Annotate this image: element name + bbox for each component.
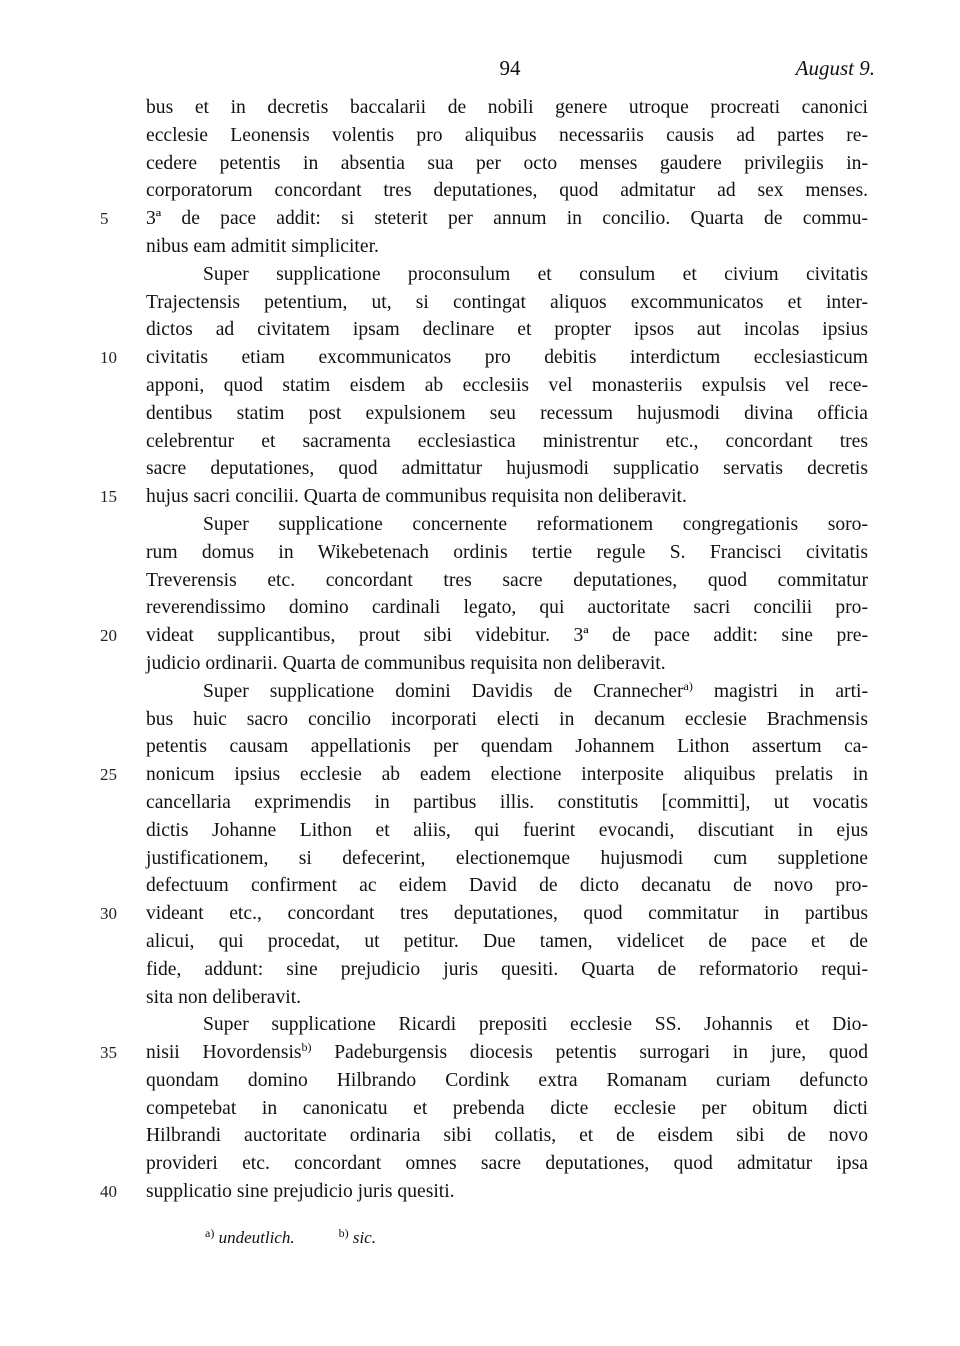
line-text: apponi, quod statim eisdem ab ecclesiis vel monasteriis expulsis vel rece- [146, 374, 868, 396]
text-line [146, 845, 868, 873]
line-number: 5 [100, 209, 109, 229]
text-line [146, 650, 868, 678]
text-line [146, 1011, 868, 1039]
text-line [146, 984, 868, 1012]
line-text: supplicatio sine prejudicio juris quesiti. [146, 1181, 455, 1203]
text-line [100, 1178, 868, 1206]
line-text: sita non deliberavit. [146, 986, 302, 1008]
line-number: 35 [100, 1043, 117, 1063]
text-line [146, 372, 868, 400]
line-text: Super supplicatione concernente reformationem congregationis soro- [203, 513, 868, 535]
line-text: ecclesie Leonensis volentis pro aliquibus necessariis causis ad partes re- [146, 124, 868, 146]
footnote-text: undeutlich. [218, 1228, 295, 1247]
text-line [146, 594, 868, 622]
line-text: competebat in canonicatu et prebenda dicte ecclesie per obitum dicti [146, 1097, 868, 1119]
footnote-text: sic. [352, 1228, 376, 1247]
line-text: 3ª de pace addit: si steterit per annum in concilio. Quarta de commu- [146, 208, 868, 230]
text-line [100, 1039, 869, 1067]
text-line [146, 733, 868, 761]
line-text: sacre deputationes, quod admittatur hujusmodi supplicatio servatis decretis [146, 458, 868, 480]
line-text: videat supplicantibus, prout sibi videbitur. 3ª de pace addit: sine pre- [146, 625, 868, 647]
line-text: celebrentur et sacramenta ecclesiastica ministrentur etc., concordant tres [146, 430, 868, 452]
text-line [146, 261, 868, 289]
footnote-reference: b) [301, 1040, 312, 1055]
text-line [146, 928, 868, 956]
footnote-mark: a) [205, 1226, 215, 1240]
text-line [146, 122, 868, 150]
line-text: Trajectensis petentium, ut, si contingat aliquos excommunicatos et inter- [146, 291, 868, 313]
line-text: bus et in decretis baccalarii de nobili genere utroque procreati canonici [146, 97, 868, 118]
line-text: nibus eam admitit simpliciter. [146, 235, 379, 257]
text-line [146, 872, 868, 900]
text-line [146, 511, 868, 539]
line-number: 40 [100, 1182, 117, 1202]
text-line [100, 900, 868, 928]
line-text: reverendissimo domino cardinali legato, qui auctoritate sacri concilii pro- [146, 597, 868, 619]
text-line [100, 344, 868, 372]
line-text-continuation: magistri in arti- [692, 680, 868, 702]
footnote-reference: a) [683, 678, 693, 693]
text-line [100, 205, 868, 233]
line-text: Super supplicatione domini Davidis de Crannecher [203, 680, 684, 702]
text-line [146, 233, 868, 261]
page-number: 94 [499, 56, 521, 80]
line-text: petentis causam appellationis per quendam Johannem Lithon assertum ca- [146, 736, 868, 758]
line-text: judicio ordinarii. Quarta de communibus requisita non deliberavit. [146, 652, 666, 674]
line-text: Super supplicatione Ricardi prepositi ecclesie SS. Johannis et Dio- [203, 1014, 868, 1036]
line-text: bus huic sacro concilio incorporati electi in decanum ecclesie Brachmensis [146, 708, 868, 730]
text-line [146, 567, 868, 595]
line-text: rum domus in Wikebetenach ordinis tertie regule S. Francisci civitatis [146, 541, 868, 563]
text-line [146, 817, 868, 845]
line-text: dictis Johanne Lithon et aliis, qui fuerint evocandi, discutiant in ejus [146, 819, 868, 841]
text-line [146, 289, 868, 317]
line-text-continuation: Padeburgensis diocesis petentis surrogari in jure, quod [311, 1042, 869, 1064]
text-line [146, 1122, 868, 1150]
text-line [146, 789, 868, 817]
line-text: fide, addunt: sine prejudicio juris quesiti. Quarta de reformatorio requi- [146, 958, 868, 980]
text-line [146, 678, 868, 706]
line-text: cancellaria exprimendis in partibus illis. constitutis [committi], ut vocatis [146, 791, 868, 813]
text-line [146, 1150, 868, 1178]
text-line [146, 706, 868, 734]
footnote-mark: b) [338, 1226, 349, 1240]
footnote [205, 1226, 295, 1248]
line-number: 25 [100, 765, 117, 785]
line-text: alicui, qui procedat, ut petitur. Due tamen, videlicet de pace et de [146, 930, 868, 952]
line-text: justificationem, si defecerint, electionemque hujusmodi cum suppletione [146, 847, 868, 869]
text-line [100, 622, 868, 650]
line-text: civitatis etiam excommunicatos pro debitis interdictum ecclesiasticum [146, 347, 868, 369]
line-text: hujus sacri concilii. Quarta de communibus requisita non deliberavit. [146, 486, 687, 508]
line-number: 10 [100, 348, 117, 368]
line-text: provideri etc. concordant omnes sacre deputationes, quod admitatur ipsa [146, 1153, 868, 1175]
footnote [339, 1226, 376, 1248]
line-text: Super supplicatione proconsulum et consulum et civium civitatis [203, 263, 868, 285]
text-line [146, 1095, 868, 1123]
line-text: Treverensis etc. concordant tres sacre deputationes, quod commitatur [146, 569, 868, 591]
text-line [100, 483, 868, 511]
line-text: defectuum confirment ac eidem David de dicto decanatu de novo pro- [146, 875, 868, 897]
text-line [146, 1067, 868, 1095]
text-line [146, 539, 868, 567]
line-text: nonicum ipsius ecclesie ab eadem electione interposite aliquibus prelatis in [146, 764, 868, 786]
line-text: Hilbrandi auctoritate ordinaria sibi collatis, et de eisdem sibi de novo [146, 1125, 868, 1147]
text-line [146, 956, 868, 984]
body-text [100, 94, 869, 1206]
text-line [146, 177, 868, 205]
line-text: nisii Hovordensis [146, 1042, 302, 1064]
line-text: dictos ad civitatem ipsam declinare et propter ipsos aut incolas ipsius [146, 319, 868, 341]
line-number: 30 [100, 904, 117, 924]
line-text: dentibus statim post expulsionem seu recessum hujusmodi divina officia [146, 402, 868, 424]
text-line [146, 455, 868, 483]
running-head: August 9. [795, 56, 875, 80]
text-line [100, 761, 868, 789]
text-line [146, 316, 868, 344]
text-line [146, 428, 868, 456]
line-text: cedere petentis in absentia sua per octo menses gaudere privilegiis in- [146, 152, 868, 174]
line-text: videant etc., concordant tres deputationes, quod commitatur in partibus [146, 903, 868, 925]
footnotes [205, 1226, 420, 1248]
line-text: quondam domino Hilbrando Cordink extra Romanam curiam defuncto [146, 1069, 868, 1091]
line-text: corporatorum concordant tres deputationes, quod admitatur ad sex menses. [146, 180, 868, 202]
text-line [146, 400, 868, 428]
text-line [146, 94, 868, 122]
line-number: 20 [100, 626, 117, 646]
text-line [146, 150, 868, 178]
line-number: 15 [100, 487, 117, 507]
